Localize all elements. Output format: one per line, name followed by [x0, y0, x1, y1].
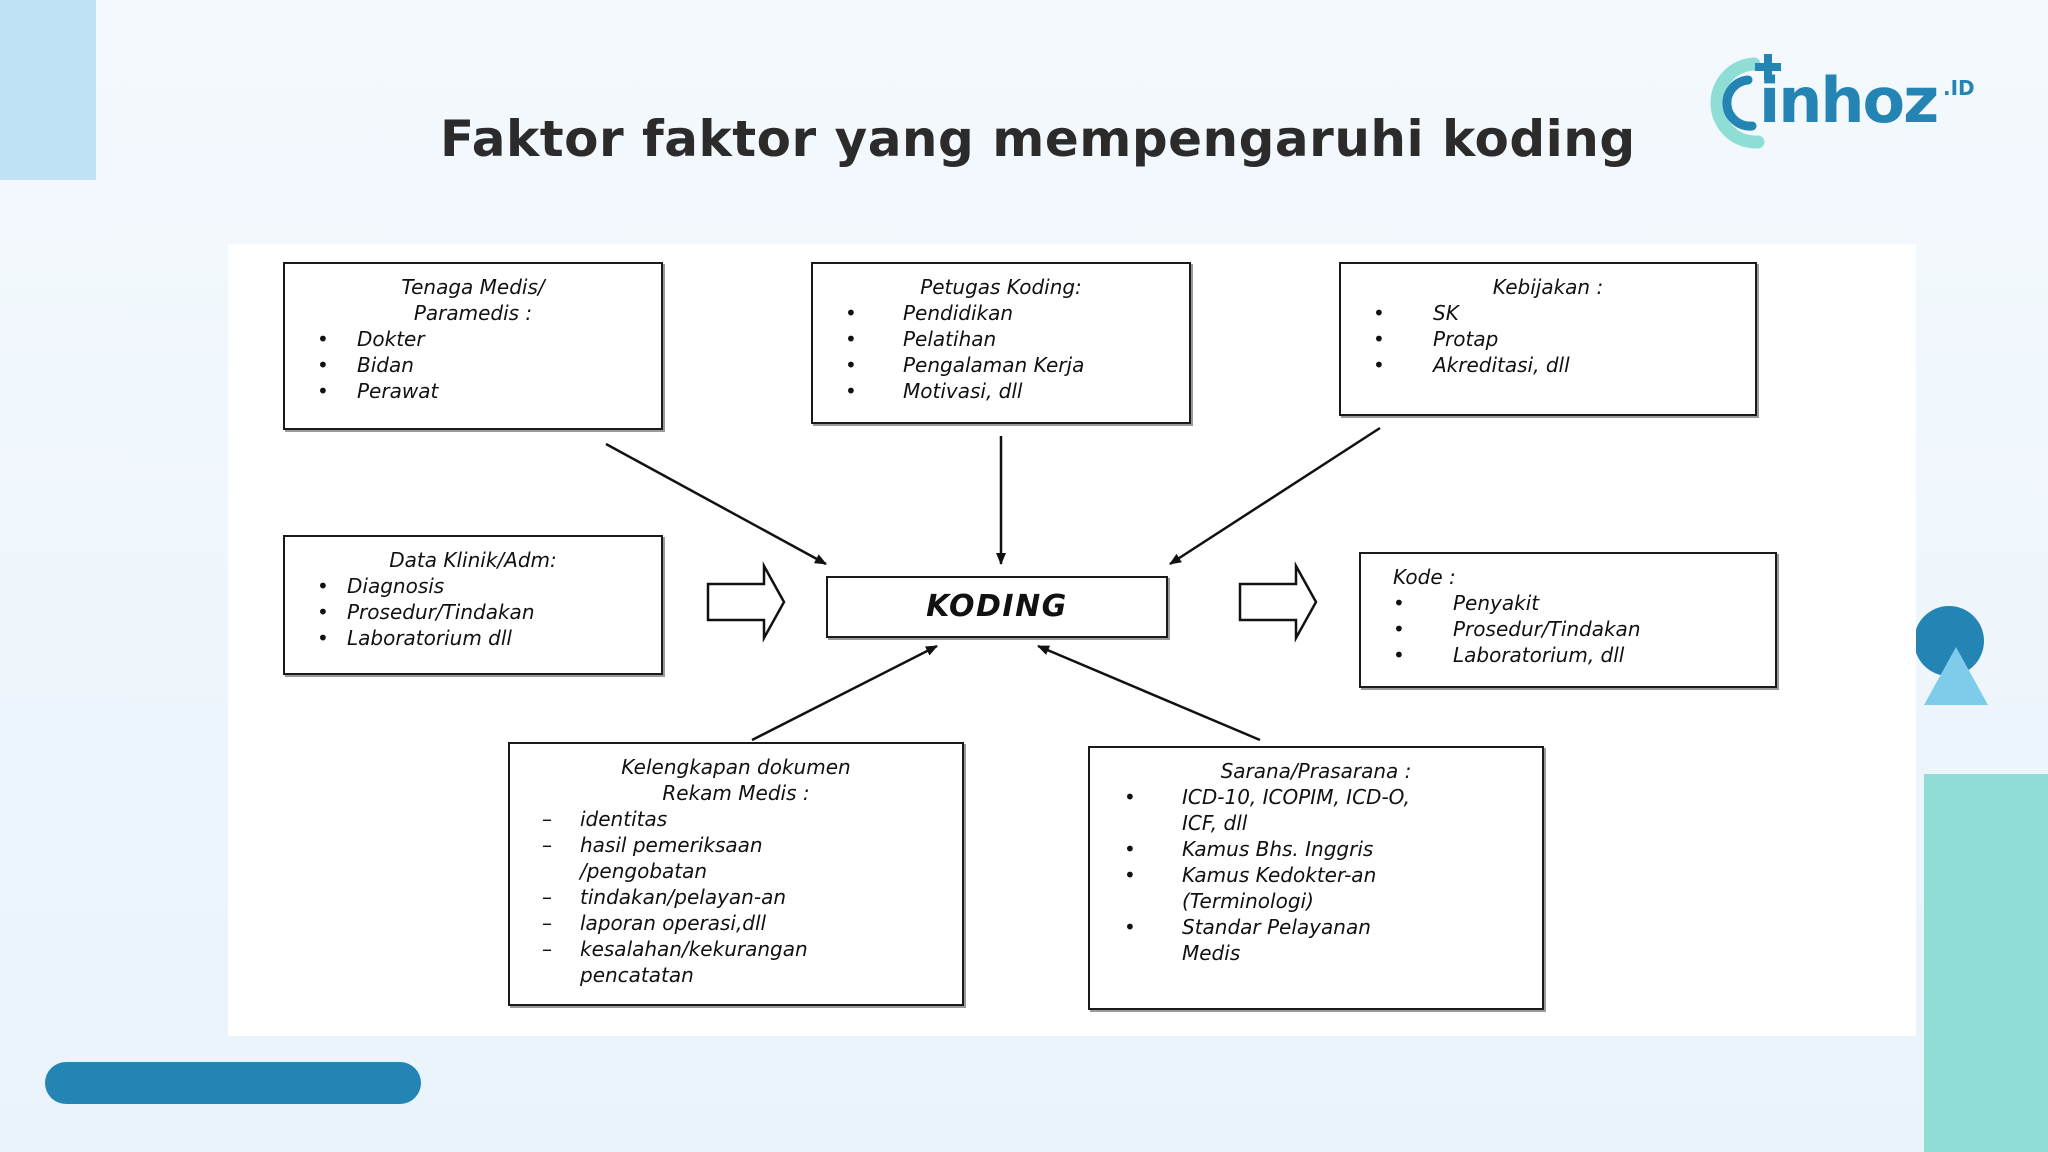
logo-suffix: .ID — [1943, 76, 1975, 100]
decor-block-top-left — [0, 0, 96, 180]
block-arrow-input — [708, 566, 784, 638]
list-item: • Pelatihan — [845, 327, 997, 351]
diagram-panel — [228, 244, 1916, 1036]
list-item: • Prosedur/Tindakan — [1393, 617, 1641, 641]
brand-logo — [1702, 50, 1982, 150]
decor-pill — [45, 1062, 421, 1104]
list-item: – tindakan/pelayan-an — [542, 885, 787, 909]
list-item: • Perawat — [317, 379, 439, 403]
box-kebijakan — [1339, 262, 1757, 416]
box-koding-center: KODING — [826, 576, 1168, 638]
box-petugas-koding-title: Petugas Koding: — [920, 275, 1082, 299]
list-item: – laporan operasi,dll — [542, 911, 767, 935]
box-kelengkapan-title: Kelengkapan dokumen Rekam Medis : — [621, 755, 851, 805]
arrow-sarana-to-koding — [1038, 646, 1260, 740]
list-item: • Pendidikan — [845, 301, 1014, 325]
decor-triangle — [1924, 647, 1988, 705]
box-tenaga-medis — [283, 262, 663, 430]
box-data-klinik — [283, 535, 663, 675]
box-kode-title: Kode : — [1393, 565, 1456, 589]
list-item: • Prosedur/Tindakan — [317, 600, 535, 624]
box-sarana-title: Sarana/Prasarana : — [1220, 759, 1412, 783]
box-kelengkapan-dokumen — [508, 742, 964, 1006]
list-item: – kesalahan/kekurangan pencatatan — [542, 937, 808, 987]
list-item: • Protap — [1373, 327, 1499, 351]
decor-block-bottom-right — [1924, 774, 2048, 1152]
list-item: • Diagnosis — [317, 574, 445, 598]
list-item: • Penyakit — [1393, 591, 1540, 615]
box-kebijakan-title: Kebijakan : — [1492, 275, 1604, 299]
logo-text: inhoz — [1759, 64, 1938, 137]
arrow-kebijakan-to-koding — [1170, 428, 1380, 564]
box-sarana-prasarana — [1088, 746, 1544, 1010]
list-item: • Laboratorium, dll — [1393, 643, 1625, 667]
box-data-klinik-title: Data Klinik/Adm: — [389, 548, 557, 572]
list-item: • SK — [1373, 301, 1459, 325]
list-item: • Kamus Kedokter-an (Terminologi) — [1124, 863, 1377, 913]
list-item: • Dokter — [317, 327, 425, 351]
list-item: • Motivasi, dll — [845, 379, 1023, 403]
list-item: • Pengalaman Kerja — [845, 353, 1085, 377]
list-item: • Standar Pelayanan Medis — [1124, 915, 1371, 965]
box-kode — [1359, 552, 1777, 688]
list-item: • Kamus Bhs. Inggris — [1124, 837, 1374, 861]
box-petugas-koding — [811, 262, 1191, 424]
arrow-kelengkapan-to-koding — [752, 646, 937, 740]
list-item: – hasil pemeriksaan /pengobatan — [542, 833, 763, 883]
box-tenaga-medis-title: Tenaga Medis/ Paramedis : — [401, 275, 545, 325]
page-title: Faktor faktor yang mempengaruhi koding — [440, 110, 1636, 168]
list-item: • ICD-10, ICOPIM, ICD-O, ICF, dll — [1124, 785, 1410, 835]
list-item: • Akreditasi, dll — [1373, 353, 1570, 377]
list-item: – identitas — [542, 807, 668, 831]
list-item: • Bidan — [317, 353, 414, 377]
block-arrow-output — [1240, 566, 1316, 638]
list-item: • Laboratorium dll — [317, 626, 512, 650]
